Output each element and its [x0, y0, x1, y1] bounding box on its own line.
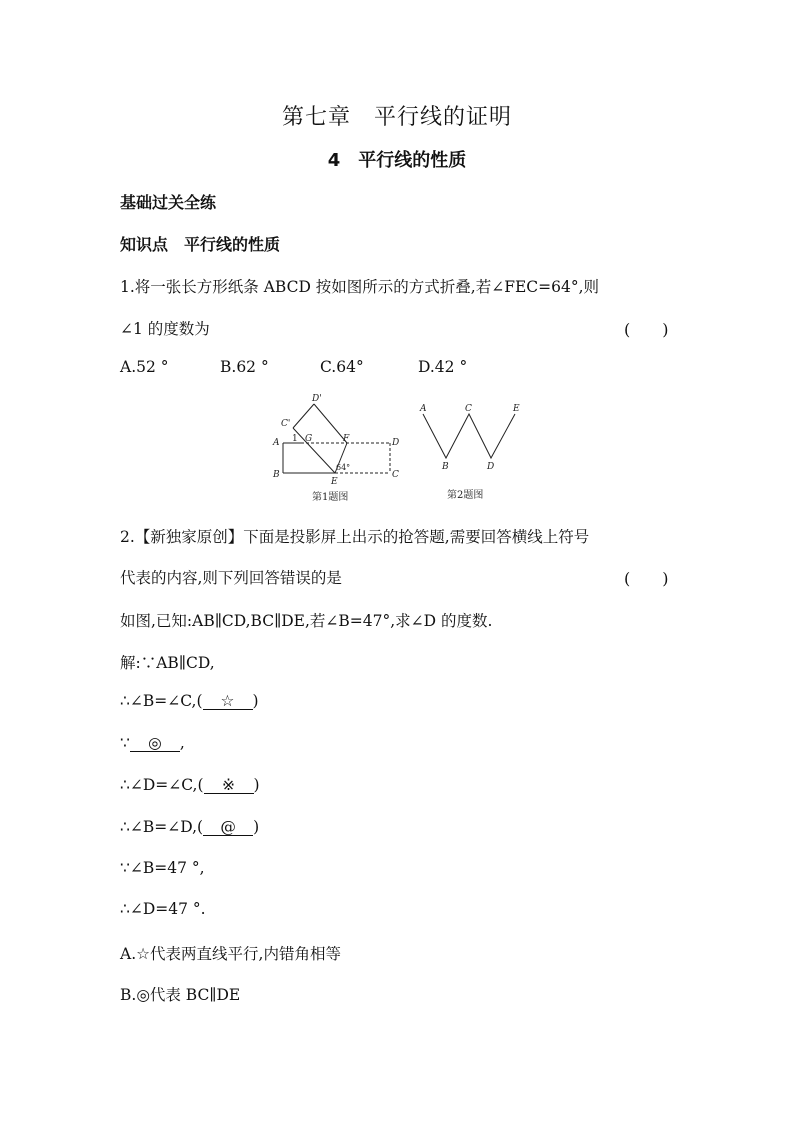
fig2-label-c: C	[465, 404, 472, 414]
q2-step-5: ∵∠B=47 °,	[120, 859, 205, 877]
q2-answer-paren: ( )	[624, 569, 669, 588]
fig1-angle-label: 64°	[336, 463, 351, 472]
q2-solution-head: 解:∵AB∥CD,	[120, 654, 215, 672]
chapter-title: 第七章 平行线的证明	[281, 105, 512, 130]
q2-step-4-close: )	[253, 818, 260, 836]
q2-option-b: B.◎代表 BC∥DE	[120, 986, 241, 1004]
fig1-fold-left	[293, 428, 335, 473]
fig1-label-e: E	[331, 477, 338, 487]
q1-choice-b: B.62 °	[220, 358, 269, 376]
q1-choice-a: A.52 °	[120, 358, 169, 376]
q2-given: 如图,已知:AB∥CD,BC∥DE,若∠B=47°,求∠D 的度数.	[120, 612, 493, 630]
q2-step-4	[120, 818, 259, 836]
q2-step-3-text: ∴∠D=∠C,(	[120, 776, 204, 794]
q2-step-4-blank: @	[203, 819, 253, 836]
fig2-zigzag	[423, 414, 515, 458]
fig1-label-c-prime: C'	[281, 419, 291, 429]
q2-step-2-blank: ◎	[130, 735, 180, 752]
knowledge-point: 知识点 平行线的性质	[120, 235, 281, 254]
fig2-label-d: D	[487, 462, 495, 472]
fig2-label-a: A	[420, 404, 427, 414]
figures	[265, 388, 535, 508]
q2-step-2	[120, 734, 185, 752]
section-label: 基础过关全练	[120, 193, 217, 212]
q2-step-3-close: )	[253, 776, 260, 794]
fig1-label-1: 1	[292, 434, 298, 444]
fig1-label-b: B	[273, 470, 280, 480]
q2-step-1-text: ∴∠B=∠C,(	[120, 692, 203, 710]
fig1-label-f: F	[343, 434, 350, 444]
figure-2-diagram	[423, 414, 515, 458]
section-title: 4 平行线的性质	[327, 150, 467, 171]
fig1-label-d: D	[392, 438, 400, 448]
q2-step-1-blank: ☆	[203, 693, 253, 710]
q1-line2: ∠1 的度数为	[120, 320, 210, 338]
q2-step-3	[120, 776, 260, 794]
fig1-label-c: C	[392, 470, 399, 480]
q1-choice-c: C.64°	[320, 358, 364, 376]
fig1-label-a: A	[273, 438, 280, 448]
fig1-fold-top	[293, 404, 314, 428]
q2-step-1	[120, 692, 259, 710]
q2-step-4-text: ∴∠B=∠D,(	[120, 818, 204, 836]
q1-line1: 1.将一张长方形纸条 ABCD 按如图所示的方式折叠,若∠FEC=64°,则	[120, 278, 600, 296]
q2-step-3-blank: ※	[204, 777, 254, 794]
q1-choice-d: D.42 °	[418, 358, 468, 376]
fig2-caption: 第2题图	[447, 490, 484, 501]
fig2-label-e: E	[513, 404, 520, 414]
q2-step-1-close: )	[252, 692, 259, 710]
q2-line2: 代表的内容,则下列回答错误的是	[120, 569, 342, 587]
fig2-label-b: B	[442, 462, 449, 472]
q2-step-2-close: ,	[179, 734, 185, 752]
q2-line1: 2.【新独家原创】下面是投影屏上出示的抢答题,需要回答横线上符号	[120, 528, 590, 546]
fig1-label-g: G	[305, 434, 313, 444]
q2-option-a: A.☆代表两直线平行,内错角相等	[120, 945, 341, 963]
fig1-label-d-prime: D'	[312, 394, 322, 404]
fig1-caption: 第1题图	[312, 492, 349, 503]
q1-answer-paren: ( )	[624, 320, 669, 339]
q2-step-6: ∴∠D=47 °.	[120, 900, 206, 918]
q2-step-2-text: ∵	[120, 734, 130, 752]
